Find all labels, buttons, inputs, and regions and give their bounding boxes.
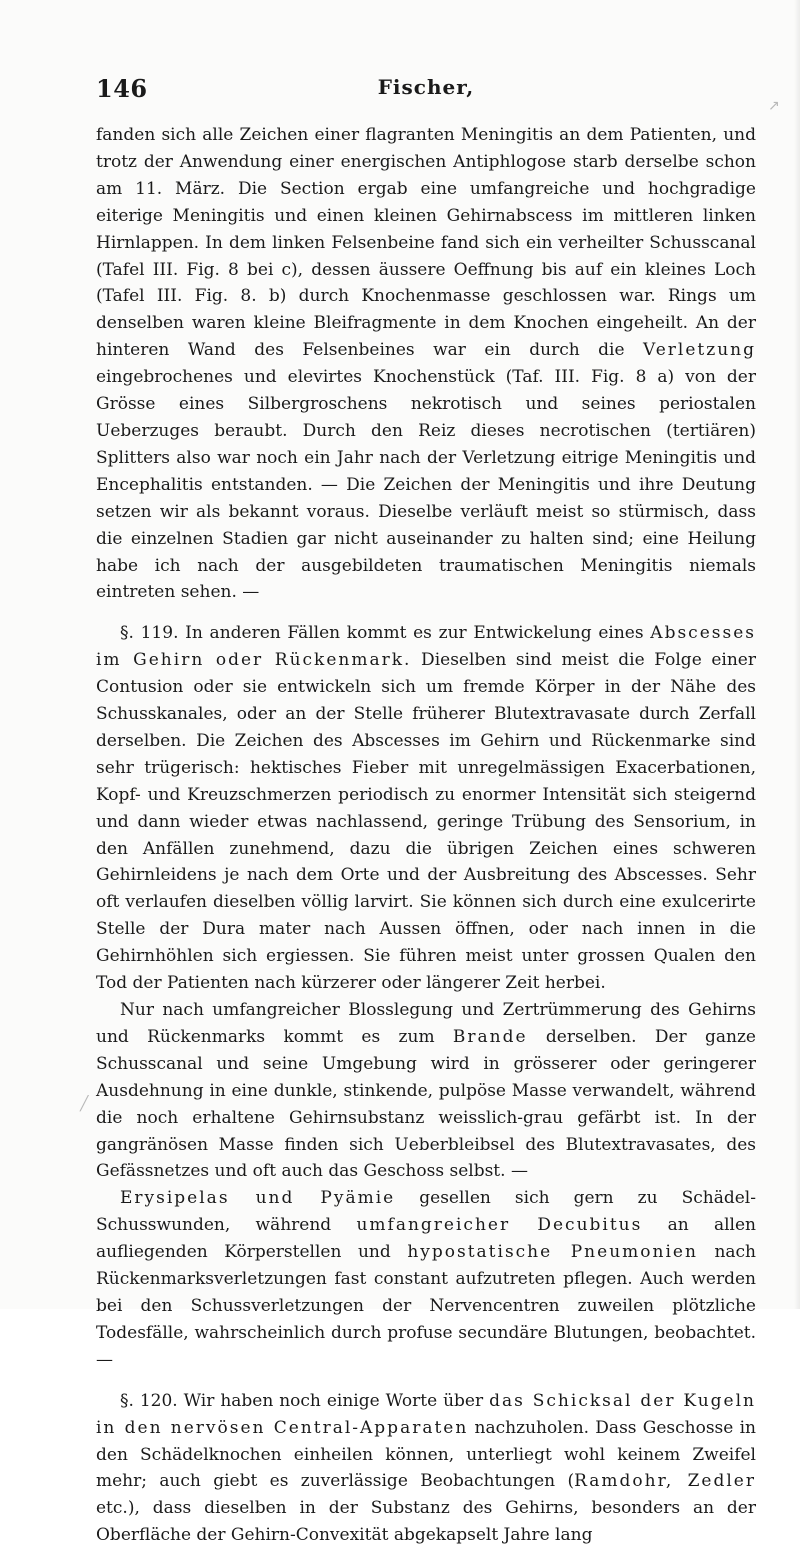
spaced-emphasis: Ramdohr, Zedler: [574, 1471, 756, 1492]
spaced-emphasis: Erysipelas und Pyämie: [120, 1188, 396, 1209]
text-run: eingebrochenes und elevirtes Knochenstück (Taf. III. Fig. 8 a) von der Grösse eines Silbergroschens nekrotisch und seines periostalen Ueberzuges beraubt. Durch den Reiz dieses necrotischen (tertiären) Splitters also war noch ein Jahr nach der Verletzung eitrige Meningitis und Encephalitis entstanden. — Die Zeichen der Meningitis und ihre Deutung setzen wir als bekannt voraus. Dieselbe verläuft meist so stürmisch, dass die einzelnen Stadien gar nicht auseinander zu halten sind; eine Heilung habe ich nach der ausgebildeten traumatischen Meningitis niemals eintreten sehen. —: [96, 367, 756, 603]
text-run: §. 119. In anderen Fällen kommt es zur Entwickelung eines: [120, 623, 651, 644]
text-run: §. 120. Wir haben noch einige Worte über: [120, 1390, 490, 1411]
spaced-emphasis: Brande: [452, 1026, 528, 1047]
body-text: [96, 122, 756, 1549]
paragraph: [96, 620, 756, 997]
page-edge-shadow: [794, 0, 800, 1309]
text-run: Nur nach umfangreicher Blosslegung und Zertrümmerung des Gehirns und Rückenmarks kommt es zum: [96, 1000, 756, 1047]
spaced-emphasis: hypostatische Pneumonien: [407, 1242, 698, 1263]
paragraph: [96, 122, 756, 606]
text-run: fanden sich alle Zeichen einer flagranten Meningitis an dem Patienten, und trotz der Anwendung einer energischen Antiphlogose starb derselbe schon am 11. März. Die Section ergab eine umfangreiche und hochgradige eiterige Meningitis und einen kleinen Gehirnabscess im mittleren linken Hirnlappen. In dem linken Felsenbeine fand sich ein verheilter Schusscanal (Tafel III. Fig. 8 bei c), dessen äussere Oeffnung bis auf ein kleines Loch (Tafel III. Fig. 8. b) durch Knochenmasse geschlossen war. Rings um denselben waren kleine Bleifragmente in dem Knochen eingeheilt. An der hinteren Wand des Felsenbeines war ein durch die: [96, 125, 756, 361]
text-run: Dieselben sind meist die Folge einer Contusion oder sie entwickeln sich um fremde Körper in der Nähe des Schusskanales, oder an der Stelle früherer Blutextravasate durch Zerfall derselben. Die Zeichen des Abscesses im Gehirn und Rückenmarke sind sehr trügerisch: hektisches Fieber mit unregelmässigen Exacerbationen, Kopf- und Kreuzschmerzen periodisch zu enormer Intensität sich steigernd und dann wieder etwas nachlassend, geringe Trübung des Sensorium, in den Anfällen zunehmend, dazu die übrigen Zeichen eines schweren Gehirnleidens je nach dem Orte und der Ausbreitung des Abscesses. Sehr oft verlaufen dieselben völlig larvirt. Sie können sich durch eine exulcerirte Stelle der Dura mater nach Aussen öffnen, oder nach innen in die Gehirnhöhlen sich ergiessen. Sie führen meist unter grossen Qualen den Tod der Patienten nach kürzerer oder längerer Zeit herbei.: [96, 650, 756, 994]
text-run: nach Rückenmarksverletzungen fast constant aufzutreten pflegen. Auch werden bei den Schussverletzungen der Nervencentren zuweilen plötzliche Todesfälle, wahrscheinlich durch profuse secundäre Blutungen, beobachtet. —: [96, 1242, 756, 1370]
text-run: etc.), dass dieselben in der Substanz des Gehirns, besonders an der Oberfläche der Gehirn-Convexität abgekapselt Jahre lang: [96, 1498, 756, 1546]
text-run: an allen aufliegenden Körperstellen und: [96, 1215, 756, 1263]
paragraph: [96, 997, 756, 1185]
margin-mark: ↗: [768, 98, 780, 114]
text-run: derselben. Der ganze Schusscanal und seine Umgebung wird in grösserer oder geringerer Ausdehnung in eine dunkle, stinkende, pulpöse Masse verwandelt, während die noch erhaltene Gehirnsubstanz weisslich-grau gefärbt ist. In der gangränösen Masse finden sich Ueberbleibsel des Blutextravasates, des Gefässnetzes und oft auch das Geschoss selbst. —: [96, 1026, 756, 1182]
page-number: 146: [96, 74, 148, 103]
paragraph: [96, 1185, 756, 1373]
spaced-emphasis: das Schicksal der Kugeln in den nervösen Central-Apparaten: [96, 1390, 756, 1438]
text-run: gesellen sich gern zu Schädel-Schusswunden, während: [96, 1188, 756, 1236]
spaced-emphasis: umfangreicher Decubitus: [356, 1215, 643, 1236]
page-header: [96, 74, 756, 104]
spaced-emphasis: Abscesses im Gehirn oder Rückenmark.: [96, 623, 756, 671]
margin-mark: ╱: [80, 1096, 89, 1112]
paragraph: [96, 1388, 756, 1549]
running-head: Fischer,: [377, 75, 475, 99]
text-run: nachzuholen. Dass Geschosse in den Schädelknochen einheilen können, unterliegt wohl keinem Zweifel mehr; auch giebt es zuverlässige Beobachtungen (: [96, 1417, 756, 1492]
spaced-emphasis: Verletzung: [643, 340, 756, 361]
